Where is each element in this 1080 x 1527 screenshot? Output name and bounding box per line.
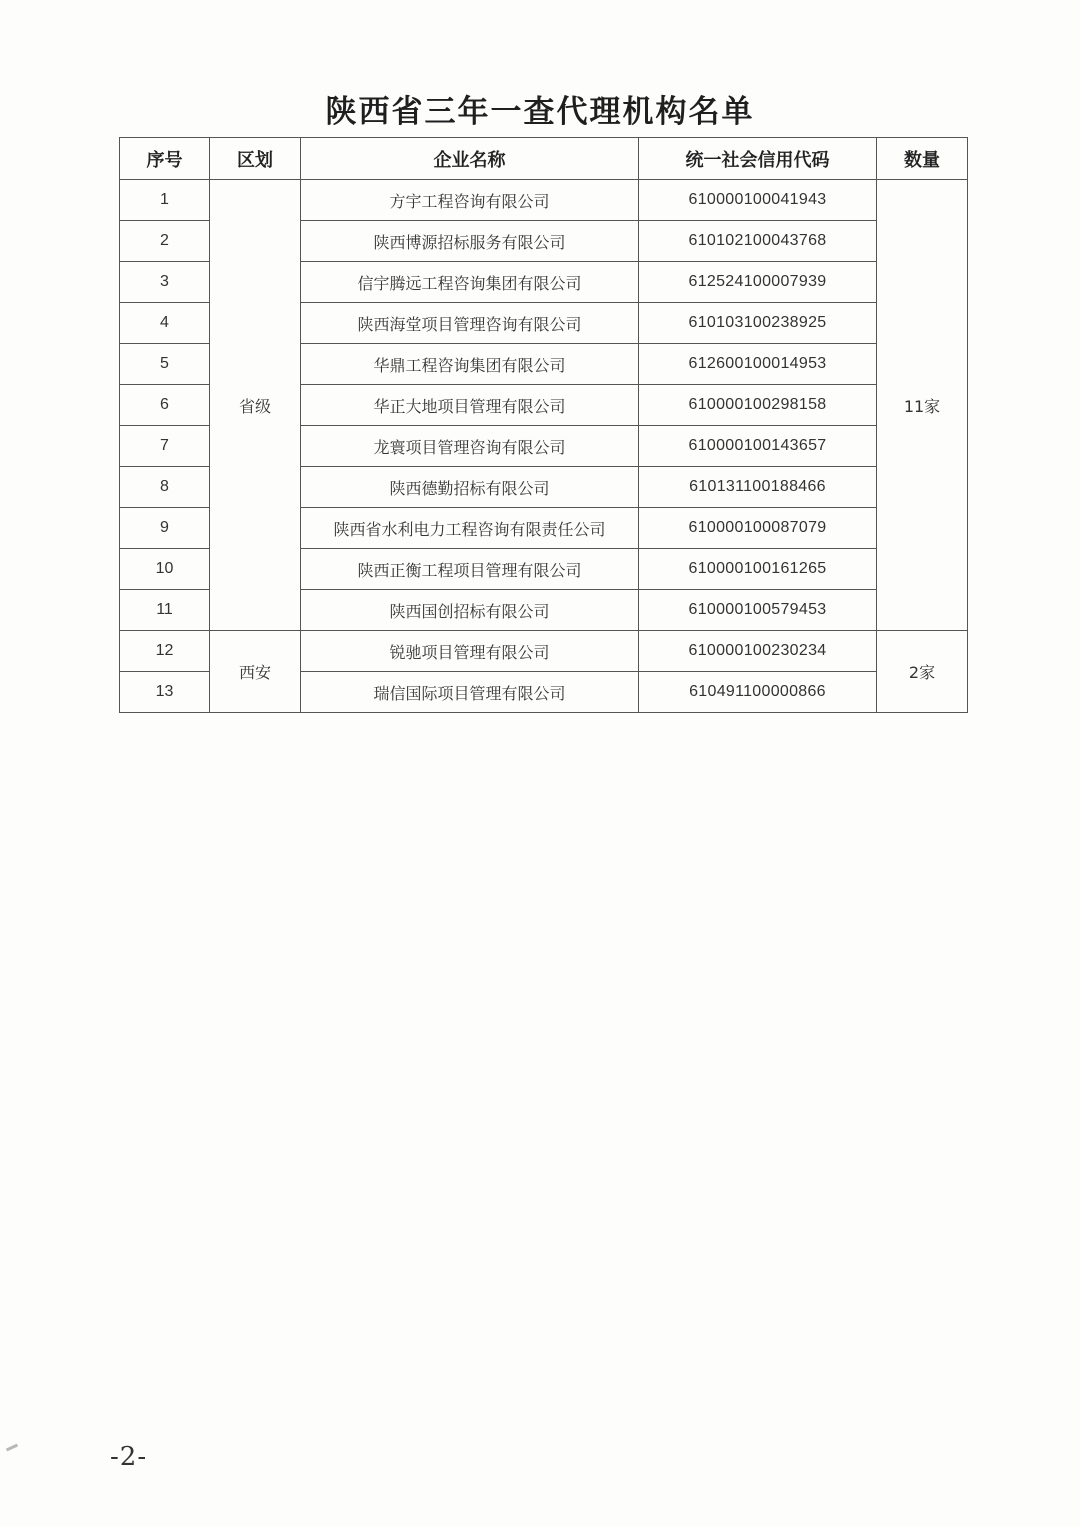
- row-company: 华正大地项目管理有限公司: [301, 385, 639, 426]
- header-credit-code: 统一社会信用代码: [639, 138, 877, 180]
- row-seq: 12: [120, 631, 210, 672]
- header-company: 企业名称: [301, 138, 639, 180]
- header-seq: 序号: [120, 138, 210, 180]
- row-seq: 4: [120, 303, 210, 344]
- row-seq: 11: [120, 590, 210, 631]
- table-row: [120, 631, 968, 672]
- row-company: 锐驰项目管理有限公司: [301, 631, 639, 672]
- scan-artifact-mark: [6, 1444, 18, 1452]
- row-seq: 2: [120, 221, 210, 262]
- row-credit-code: 612600100014953: [639, 344, 877, 385]
- row-credit-code: 610491100000866: [639, 672, 877, 713]
- row-seq: 6: [120, 385, 210, 426]
- row-company: 陕西国创招标有限公司: [301, 590, 639, 631]
- row-credit-code: 610000100579453: [639, 590, 877, 631]
- header-count: 数量: [877, 138, 968, 180]
- table-row: [120, 180, 968, 221]
- row-company: 龙寰项目管理咨询有限公司: [301, 426, 639, 467]
- agency-roster-table: [119, 137, 968, 713]
- row-company: 陕西德勤招标有限公司: [301, 467, 639, 508]
- row-company: 方宇工程咨询有限公司: [301, 180, 639, 221]
- row-credit-code: 612524100007939: [639, 262, 877, 303]
- page-number: -2-: [110, 1442, 148, 1472]
- row-credit-code: 610000100298158: [639, 385, 877, 426]
- row-seq: 7: [120, 426, 210, 467]
- row-seq: 1: [120, 180, 210, 221]
- row-credit-code: 610102100043768: [639, 221, 877, 262]
- row-seq: 9: [120, 508, 210, 549]
- row-credit-code: 610000100230234: [639, 631, 877, 672]
- row-company: 陕西海堂项目管理咨询有限公司: [301, 303, 639, 344]
- row-credit-code: 610000100143657: [639, 426, 877, 467]
- row-company: 信宇腾远工程咨询集团有限公司: [301, 262, 639, 303]
- row-credit-code: 610000100087079: [639, 508, 877, 549]
- table-header-row: [120, 138, 968, 180]
- row-credit-code: 610131100188466: [639, 467, 877, 508]
- row-seq: 10: [120, 549, 210, 590]
- row-company: 瑞信国际项目管理有限公司: [301, 672, 639, 713]
- count-cell: 11家: [877, 180, 968, 631]
- row-company: 陕西省水利电力工程咨询有限责任公司: [301, 508, 639, 549]
- page-title: 陕西省三年一查代理机构名单: [325, 94, 755, 130]
- row-company: 陕西正衡工程项目管理有限公司: [301, 549, 639, 590]
- region-cell: 西安: [210, 631, 301, 713]
- row-seq: 3: [120, 262, 210, 303]
- row-seq: 5: [120, 344, 210, 385]
- row-credit-code: 610000100041943: [639, 180, 877, 221]
- row-seq: 8: [120, 467, 210, 508]
- count-cell: 2家: [877, 631, 968, 713]
- row-seq: 13: [120, 672, 210, 713]
- row-credit-code: 610103100238925: [639, 303, 877, 344]
- row-credit-code: 610000100161265: [639, 549, 877, 590]
- region-cell: 省级: [210, 180, 301, 631]
- row-company: 陕西博源招标服务有限公司: [301, 221, 639, 262]
- row-company: 华鼎工程咨询集团有限公司: [301, 344, 639, 385]
- header-region: 区划: [210, 138, 301, 180]
